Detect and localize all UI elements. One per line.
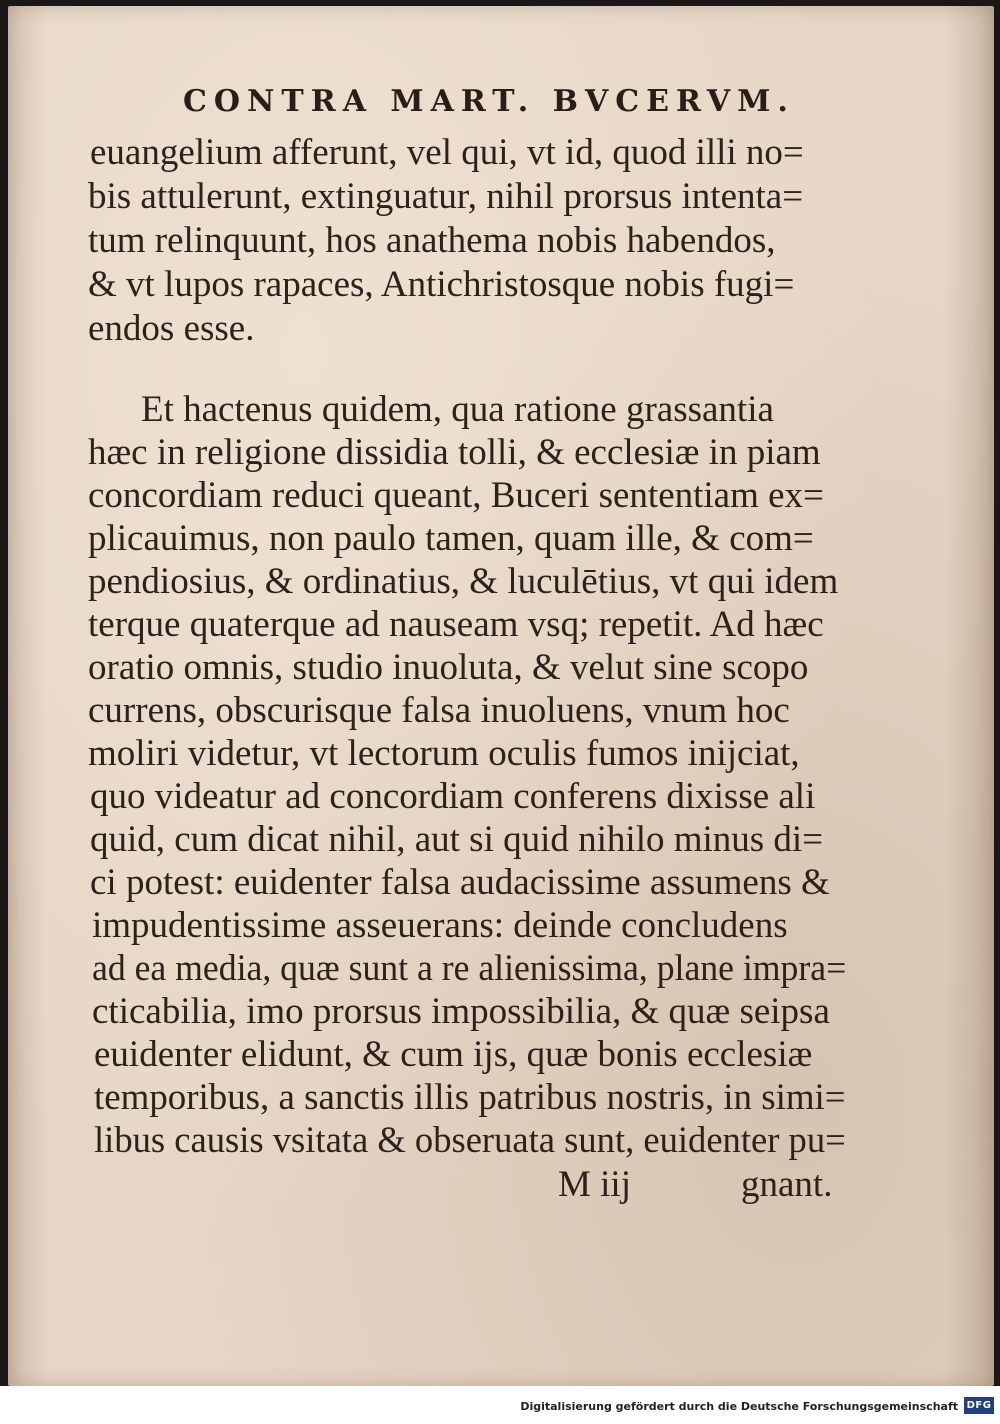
text-line: bis attulerunt, extinguatur, nihil prorsus intenta= [88,176,804,217]
text-line: cticabilia, imo prorsus impossibilia, & quæ seipsa [92,991,830,1032]
signature-mark: M iij [558,1164,631,1205]
text-line: terque quaterque ad nauseam vsq; repetit. Ad hæc [88,604,824,645]
text-line: concordiam reduci queant, Buceri sententiam ex= [88,475,824,516]
text-line: quo videatur ad concordiam conferens dixisse ali [90,776,816,817]
text-line: moliri videtur, vt lectorum oculis fumos inijciat, [88,733,800,774]
catchword: gnant. [741,1164,833,1205]
text-line: currens, obscurisque falsa inuoluens, vnum hoc [88,690,790,731]
book-page [8,6,994,1386]
dfg-logo-icon: DFG [964,1397,994,1414]
text-line: hæc in religione dissidia tolli, & ecclesiæ in piam [88,432,821,473]
text-line: tum relinquunt, hos anathema nobis habendos, [88,220,776,261]
text-line: & vt lupos rapaces, Antichristosque nobis fugi= [88,264,795,305]
text-line: temporibus, a sanctis illis patribus nostris, in simi= [94,1077,846,1118]
text-line: euangelium afferunt, vel qui, vt id, quod illi no= [90,132,804,173]
text-line: oratio omnis, studio inuoluta, & velut sine scopo [88,647,809,688]
text-line: Et hactenus quidem, qua ratione grassantia [141,389,774,430]
text-line: endos esse. [88,308,255,349]
digitization-footer [0,1386,1000,1424]
running-head: CONTRA MART. BVCERVM. [183,84,795,119]
text-line: impudentissime asseuerans: deinde concludens [92,905,788,946]
text-line: pendiosius, & ordinatius, & luculētius, vt qui idem [88,561,839,602]
text-line: euidenter elidunt, & cum ijs, quæ bonis ecclesiæ [94,1034,813,1075]
text-line: plicauimus, non paulo tamen, quam ille, & com= [88,518,814,559]
text-line: ci potest: euidenter falsa audacissime assumens & [90,862,830,903]
funding-credit: Digitalisierung gefördert durch die Deutsche Forschungsgemeinschaft [520,1400,958,1413]
text-line: libus causis vsitata & obseruata sunt, euidenter pu= [94,1120,846,1161]
text-line: ad ea media, quæ sunt a re alienissima, plane impra= [92,948,847,989]
text-line: quid, cum dicat nihil, aut si quid nihilo minus di= [90,819,824,860]
